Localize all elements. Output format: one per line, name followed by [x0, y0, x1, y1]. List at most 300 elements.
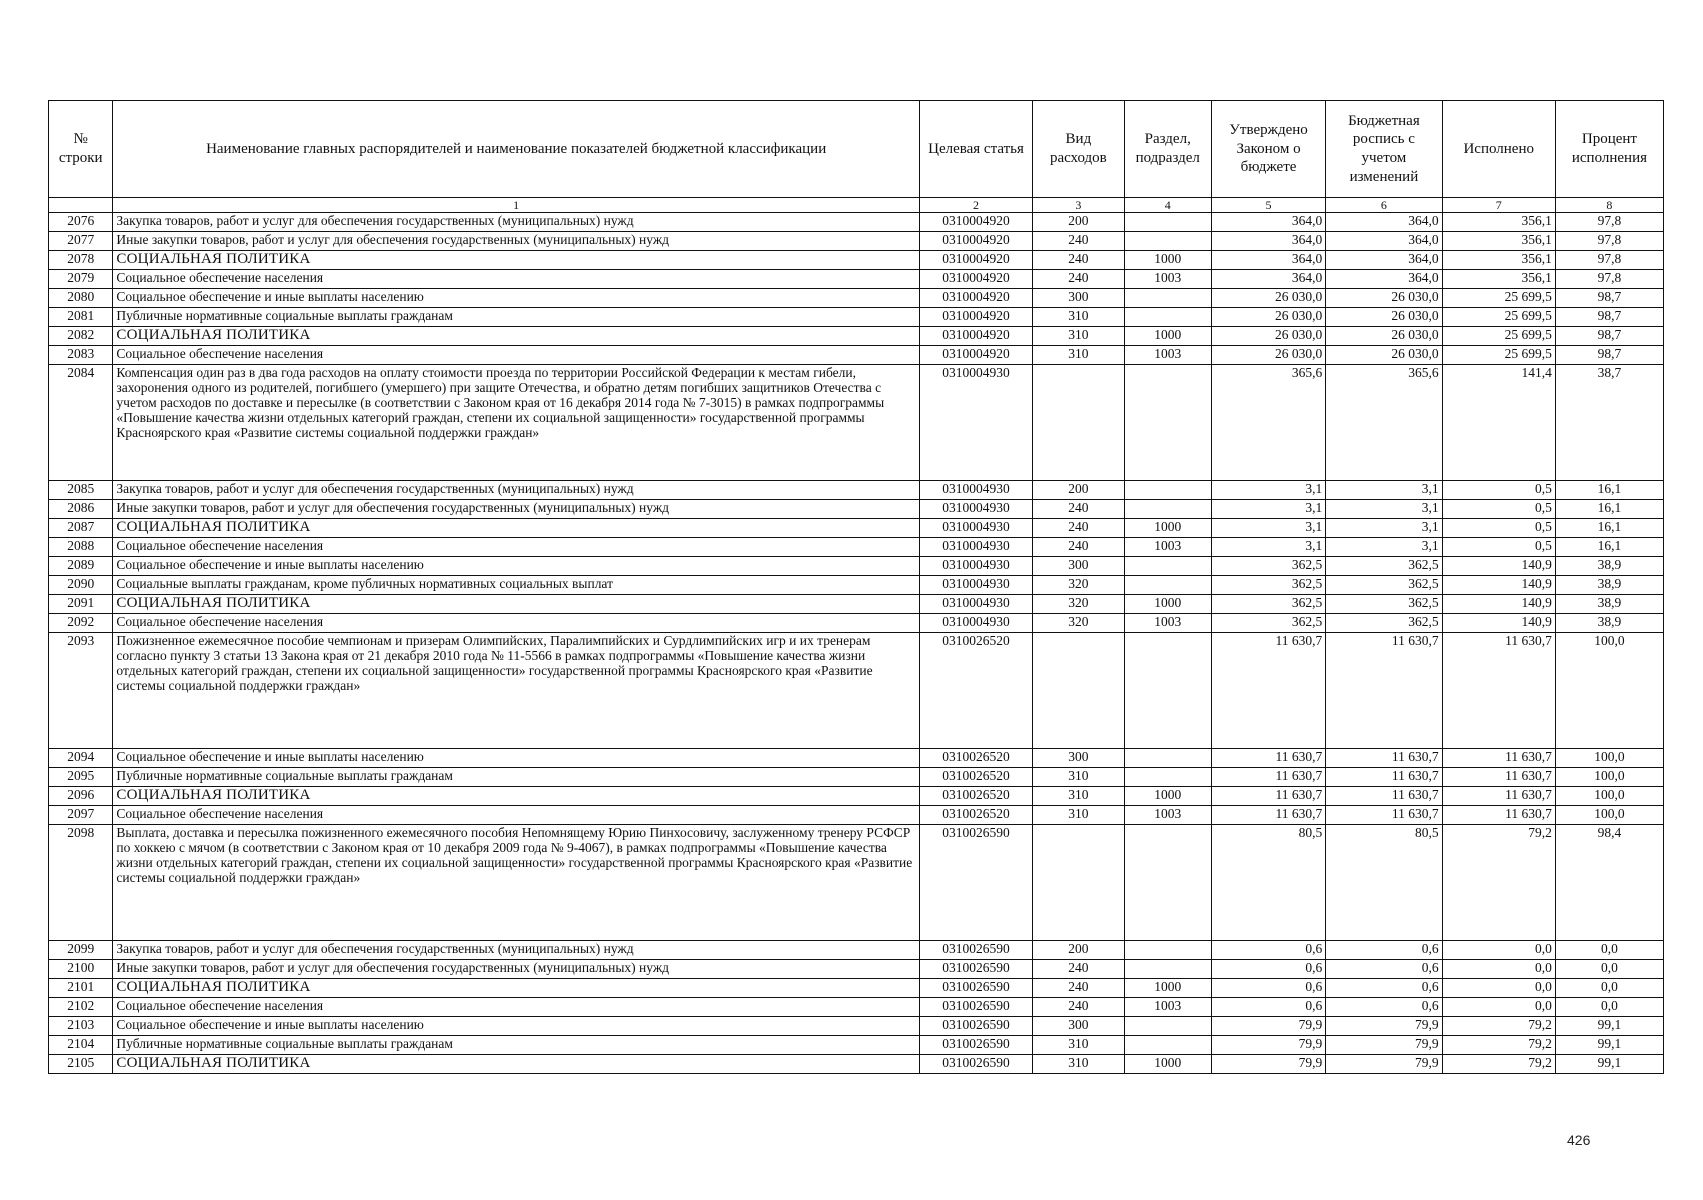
executed-amount: 0,0 [1442, 941, 1555, 960]
row-name: Социальное обеспечение и иные выплаты населению [113, 289, 919, 308]
table-row [49, 270, 1664, 289]
executed-amount: 11 630,7 [1442, 749, 1555, 768]
row-name: Иные закупки товаров, работ и услуг для обеспечения государственных (муниципальных) нужд [113, 960, 919, 979]
budget-schedule-amount: 364,0 [1326, 251, 1442, 270]
executed-amount: 356,1 [1442, 232, 1555, 251]
expense-type: 320 [1033, 595, 1124, 614]
section: 1003 [1124, 806, 1211, 825]
row-name: Социальное обеспечение и иные выплаты населению [113, 749, 919, 768]
executed-amount: 356,1 [1442, 251, 1555, 270]
column-number: 2 [919, 198, 1032, 213]
section: 1003 [1124, 346, 1211, 365]
execution-percent: 99,1 [1555, 1055, 1663, 1074]
executed-amount: 25 699,5 [1442, 327, 1555, 346]
row-number: 2104 [49, 1036, 113, 1055]
execution-percent: 16,1 [1555, 481, 1663, 500]
budget-schedule-amount: 0,6 [1326, 941, 1442, 960]
table-row [49, 806, 1664, 825]
row-number: 2096 [49, 787, 113, 806]
approved-amount: 362,5 [1211, 614, 1325, 633]
executed-amount: 11 630,7 [1442, 633, 1555, 749]
execution-percent: 38,9 [1555, 614, 1663, 633]
table-row [49, 576, 1664, 595]
header-executed: Исполнено [1442, 101, 1555, 198]
execution-percent: 98,7 [1555, 289, 1663, 308]
expense-type: 300 [1033, 289, 1124, 308]
approved-amount: 11 630,7 [1211, 633, 1325, 749]
budget-schedule-amount: 362,5 [1326, 595, 1442, 614]
header-target-article: Целевая статья [919, 101, 1032, 198]
target-article: 0310004930 [919, 557, 1032, 576]
row-number: 2105 [49, 1055, 113, 1074]
execution-percent: 98,7 [1555, 327, 1663, 346]
table-row [49, 941, 1664, 960]
header-name: Наименование главных распорядителей и наименование показателей бюджетной классификации [113, 101, 919, 198]
budget-schedule-amount: 362,5 [1326, 614, 1442, 633]
budget-schedule-amount: 3,1 [1326, 500, 1442, 519]
row-number: 2078 [49, 251, 113, 270]
section [1124, 213, 1211, 232]
expense-type: 240 [1033, 979, 1124, 998]
target-article: 0310004920 [919, 308, 1032, 327]
expense-type: 310 [1033, 806, 1124, 825]
column-number: 3 [1033, 198, 1124, 213]
column-number: 5 [1211, 198, 1325, 213]
row-number: 2080 [49, 289, 113, 308]
execution-percent: 98,7 [1555, 346, 1663, 365]
executed-amount: 140,9 [1442, 576, 1555, 595]
table-row [49, 1036, 1664, 1055]
row-number: 2089 [49, 557, 113, 576]
table-row [49, 365, 1664, 481]
section: 1000 [1124, 1055, 1211, 1074]
row-number: 2085 [49, 481, 113, 500]
budget-schedule-amount: 11 630,7 [1326, 768, 1442, 787]
section: 1003 [1124, 270, 1211, 289]
approved-amount: 26 030,0 [1211, 346, 1325, 365]
approved-amount: 362,5 [1211, 595, 1325, 614]
target-article: 0310004930 [919, 519, 1032, 538]
expense-type: 240 [1033, 519, 1124, 538]
table-row [49, 787, 1664, 806]
expense-type: 300 [1033, 1017, 1124, 1036]
executed-amount: 79,2 [1442, 1036, 1555, 1055]
expense-type: 240 [1033, 500, 1124, 519]
approved-amount: 364,0 [1211, 213, 1325, 232]
target-article: 0310026520 [919, 768, 1032, 787]
executed-amount: 25 699,5 [1442, 308, 1555, 327]
table-row [49, 213, 1664, 232]
section [1124, 481, 1211, 500]
section [1124, 941, 1211, 960]
approved-amount: 11 630,7 [1211, 806, 1325, 825]
section: 1000 [1124, 787, 1211, 806]
budget-schedule-amount: 364,0 [1326, 232, 1442, 251]
row-name: СОЦИАЛЬНАЯ ПОЛИТИКА [113, 787, 919, 806]
row-number: 2087 [49, 519, 113, 538]
target-article: 0310026590 [919, 1036, 1032, 1055]
section [1124, 1017, 1211, 1036]
table-row [49, 825, 1664, 941]
target-article: 0310026520 [919, 787, 1032, 806]
row-number: 2079 [49, 270, 113, 289]
expense-type: 310 [1033, 346, 1124, 365]
target-article: 0310004930 [919, 365, 1032, 481]
budget-schedule-amount: 26 030,0 [1326, 308, 1442, 327]
approved-amount: 3,1 [1211, 538, 1325, 557]
row-number: 2084 [49, 365, 113, 481]
approved-amount: 0,6 [1211, 979, 1325, 998]
table-row [49, 500, 1664, 519]
table-row [49, 1055, 1664, 1074]
table-row [49, 768, 1664, 787]
header-row [49, 101, 1664, 198]
section: 1000 [1124, 251, 1211, 270]
row-name: Социальное обеспечение населения [113, 538, 919, 557]
page-number: 426 [1567, 1132, 1591, 1148]
row-number: 2088 [49, 538, 113, 557]
expense-type: 240 [1033, 232, 1124, 251]
table-row [49, 960, 1664, 979]
executed-amount: 79,2 [1442, 1017, 1555, 1036]
row-name: Иные закупки товаров, работ и услуг для обеспечения государственных (муниципальных) нужд [113, 232, 919, 251]
section [1124, 289, 1211, 308]
approved-amount: 0,6 [1211, 960, 1325, 979]
row-name: Публичные нормативные социальные выплаты гражданам [113, 768, 919, 787]
table-row [49, 481, 1664, 500]
expense-type: 200 [1033, 941, 1124, 960]
approved-amount: 79,9 [1211, 1036, 1325, 1055]
target-article: 0310026520 [919, 806, 1032, 825]
table-row [49, 595, 1664, 614]
budget-schedule-amount: 11 630,7 [1326, 787, 1442, 806]
target-article: 0310004920 [919, 289, 1032, 308]
target-article: 0310004930 [919, 595, 1032, 614]
executed-amount: 0,0 [1442, 998, 1555, 1017]
approved-amount: 362,5 [1211, 576, 1325, 595]
expense-type: 240 [1033, 998, 1124, 1017]
table-row [49, 232, 1664, 251]
target-article: 0310004930 [919, 500, 1032, 519]
executed-amount: 11 630,7 [1442, 787, 1555, 806]
expense-type: 200 [1033, 213, 1124, 232]
approved-amount: 365,6 [1211, 365, 1325, 481]
table-row [49, 308, 1664, 327]
execution-percent: 100,0 [1555, 787, 1663, 806]
table-row [49, 557, 1664, 576]
target-article: 0310026520 [919, 633, 1032, 749]
section: 1000 [1124, 519, 1211, 538]
budget-schedule-amount: 362,5 [1326, 557, 1442, 576]
row-name: Публичные нормативные социальные выплаты гражданам [113, 308, 919, 327]
table-row [49, 998, 1664, 1017]
execution-percent: 98,4 [1555, 825, 1663, 941]
row-number: 2077 [49, 232, 113, 251]
table-row [49, 614, 1664, 633]
expense-type [1033, 825, 1124, 941]
row-name: Публичные нормативные социальные выплаты гражданам [113, 1036, 919, 1055]
section: 1003 [1124, 538, 1211, 557]
section: 1000 [1124, 327, 1211, 346]
approved-amount: 79,9 [1211, 1055, 1325, 1074]
budget-schedule-amount: 26 030,0 [1326, 289, 1442, 308]
row-name: Закупка товаров, работ и услуг для обеспечения государственных (муниципальных) нужд [113, 481, 919, 500]
header-percent: Процент исполнения [1555, 101, 1663, 198]
row-name: Социальное обеспечение населения [113, 614, 919, 633]
execution-percent: 16,1 [1555, 538, 1663, 557]
approved-amount: 3,1 [1211, 481, 1325, 500]
row-number: 2082 [49, 327, 113, 346]
executed-amount: 11 630,7 [1442, 768, 1555, 787]
approved-amount: 3,1 [1211, 519, 1325, 538]
row-name: Иные закупки товаров, работ и услуг для обеспечения государственных (муниципальных) нужд [113, 500, 919, 519]
budget-schedule-amount: 26 030,0 [1326, 346, 1442, 365]
row-name: Социальное обеспечение и иные выплаты населению [113, 557, 919, 576]
execution-percent: 99,1 [1555, 1036, 1663, 1055]
row-number: 2090 [49, 576, 113, 595]
row-name: Социальное обеспечение и иные выплаты населению [113, 1017, 919, 1036]
row-number: 2076 [49, 213, 113, 232]
row-name: Закупка товаров, работ и услуг для обеспечения государственных (муниципальных) нужд [113, 941, 919, 960]
section: 1003 [1124, 998, 1211, 1017]
execution-percent: 97,8 [1555, 251, 1663, 270]
column-number: 6 [1326, 198, 1442, 213]
execution-percent: 0,0 [1555, 960, 1663, 979]
budget-table [48, 100, 1664, 1074]
approved-amount: 11 630,7 [1211, 787, 1325, 806]
budget-schedule-amount: 11 630,7 [1326, 633, 1442, 749]
header-expense-type: Вид расходов [1033, 101, 1124, 198]
row-number: 2086 [49, 500, 113, 519]
target-article: 0310026590 [919, 960, 1032, 979]
header-row-number: № строки [49, 101, 113, 198]
expense-type: 200 [1033, 481, 1124, 500]
row-name: Социальное обеспечение населения [113, 270, 919, 289]
target-article: 0310026590 [919, 998, 1032, 1017]
target-article: 0310004930 [919, 538, 1032, 557]
row-number: 2102 [49, 998, 113, 1017]
target-article: 0310026590 [919, 941, 1032, 960]
row-name: Компенсация один раз в два года расходов на оплату стоимости проезда по территории Российской Федерации к местам гибели, захоронения одного из родителей, погибшего (умершего) при защите Отечества, и обратно детям погибших защитников Отечества с учетом расходов по доставке и пересылке (в соответствии с Законом края от 16 декабря 2014 года № 7-3015) в рамках подпрограммы «Повышение качества жизни отдельных категорий граждан, степени их социальной защищенности» государственной программы Красноярского края «Развитие системы социальной поддержки граждан» [113, 365, 919, 481]
executed-amount: 0,0 [1442, 960, 1555, 979]
approved-amount: 79,9 [1211, 1017, 1325, 1036]
approved-amount: 26 030,0 [1211, 327, 1325, 346]
target-article: 0310004930 [919, 481, 1032, 500]
expense-type: 300 [1033, 557, 1124, 576]
target-article: 0310026520 [919, 749, 1032, 768]
execution-percent: 97,8 [1555, 213, 1663, 232]
budget-schedule-amount: 365,6 [1326, 365, 1442, 481]
column-number: 4 [1124, 198, 1211, 213]
approved-amount: 362,5 [1211, 557, 1325, 576]
target-article: 0310026590 [919, 1055, 1032, 1074]
column-number: 1 [113, 198, 919, 213]
budget-schedule-amount: 26 030,0 [1326, 327, 1442, 346]
row-number: 2095 [49, 768, 113, 787]
budget-schedule-amount: 80,5 [1326, 825, 1442, 941]
budget-schedule-amount: 3,1 [1326, 519, 1442, 538]
execution-percent: 38,7 [1555, 365, 1663, 481]
approved-amount: 11 630,7 [1211, 749, 1325, 768]
section [1124, 1036, 1211, 1055]
approved-amount: 364,0 [1211, 251, 1325, 270]
executed-amount: 141,4 [1442, 365, 1555, 481]
header-budget-schedule: Бюджетная роспись с учетом изменений [1326, 101, 1442, 198]
executed-amount: 0,5 [1442, 519, 1555, 538]
execution-percent: 100,0 [1555, 749, 1663, 768]
table-row [49, 633, 1664, 749]
execution-percent: 0,0 [1555, 941, 1663, 960]
budget-schedule-amount: 0,6 [1326, 960, 1442, 979]
section: 1000 [1124, 595, 1211, 614]
execution-percent: 98,7 [1555, 308, 1663, 327]
budget-schedule-amount: 79,9 [1326, 1036, 1442, 1055]
row-name: СОЦИАЛЬНАЯ ПОЛИТИКА [113, 251, 919, 270]
target-article: 0310004920 [919, 251, 1032, 270]
approved-amount: 11 630,7 [1211, 768, 1325, 787]
expense-type: 310 [1033, 308, 1124, 327]
table-row [49, 979, 1664, 998]
budget-schedule-amount: 11 630,7 [1326, 806, 1442, 825]
target-article: 0310004930 [919, 576, 1032, 595]
row-number: 2081 [49, 308, 113, 327]
expense-type: 310 [1033, 1036, 1124, 1055]
executed-amount: 356,1 [1442, 213, 1555, 232]
approved-amount: 0,6 [1211, 998, 1325, 1017]
expense-type: 300 [1033, 749, 1124, 768]
expense-type: 240 [1033, 538, 1124, 557]
row-name: Социальное обеспечение населения [113, 998, 919, 1017]
section [1124, 365, 1211, 481]
budget-schedule-amount: 364,0 [1326, 270, 1442, 289]
table-body [49, 213, 1664, 1074]
section [1124, 633, 1211, 749]
row-name: Закупка товаров, работ и услуг для обеспечения государственных (муниципальных) нужд [113, 213, 919, 232]
target-article: 0310004920 [919, 213, 1032, 232]
executed-amount: 0,5 [1442, 538, 1555, 557]
target-article: 0310004920 [919, 327, 1032, 346]
row-number: 2083 [49, 346, 113, 365]
row-number: 2091 [49, 595, 113, 614]
column-number: 7 [1442, 198, 1555, 213]
target-article: 0310026590 [919, 979, 1032, 998]
budget-schedule-amount: 79,9 [1326, 1017, 1442, 1036]
executed-amount: 79,2 [1442, 1055, 1555, 1074]
execution-percent: 0,0 [1555, 998, 1663, 1017]
expense-type [1033, 633, 1124, 749]
expense-type: 240 [1033, 251, 1124, 270]
table-row [49, 519, 1664, 538]
row-name: СОЦИАЛЬНАЯ ПОЛИТИКА [113, 327, 919, 346]
section: 1000 [1124, 979, 1211, 998]
row-name: СОЦИАЛЬНАЯ ПОЛИТИКА [113, 979, 919, 998]
approved-amount: 80,5 [1211, 825, 1325, 941]
execution-percent: 38,9 [1555, 595, 1663, 614]
table-row [49, 327, 1664, 346]
table-row [49, 251, 1664, 270]
expense-type: 320 [1033, 576, 1124, 595]
budget-schedule-amount: 3,1 [1326, 538, 1442, 557]
table-row [49, 1017, 1664, 1036]
budget-schedule-amount: 11 630,7 [1326, 749, 1442, 768]
executed-amount: 11 630,7 [1442, 806, 1555, 825]
section [1124, 749, 1211, 768]
executed-amount: 140,9 [1442, 614, 1555, 633]
target-article: 0310026590 [919, 825, 1032, 941]
execution-percent: 16,1 [1555, 500, 1663, 519]
row-name: Социальное обеспечение населения [113, 346, 919, 365]
section [1124, 960, 1211, 979]
approved-amount: 364,0 [1211, 270, 1325, 289]
row-number: 2094 [49, 749, 113, 768]
row-name: СОЦИАЛЬНАЯ ПОЛИТИКА [113, 1055, 919, 1074]
section: 1003 [1124, 614, 1211, 633]
row-name: Социальное обеспечение населения [113, 806, 919, 825]
table-row [49, 289, 1664, 308]
expense-type: 310 [1033, 768, 1124, 787]
expense-type: 310 [1033, 327, 1124, 346]
table-row [49, 538, 1664, 557]
row-number: 2097 [49, 806, 113, 825]
row-number: 2100 [49, 960, 113, 979]
column-number: 8 [1555, 198, 1663, 213]
executed-amount: 25 699,5 [1442, 346, 1555, 365]
executed-amount: 140,9 [1442, 557, 1555, 576]
approved-amount: 26 030,0 [1211, 289, 1325, 308]
expense-type [1033, 365, 1124, 481]
row-number: 2099 [49, 941, 113, 960]
section [1124, 825, 1211, 941]
row-number: 2092 [49, 614, 113, 633]
row-name: СОЦИАЛЬНАЯ ПОЛИТИКА [113, 519, 919, 538]
budget-schedule-amount: 362,5 [1326, 576, 1442, 595]
executed-amount: 79,2 [1442, 825, 1555, 941]
target-article: 0310026590 [919, 1017, 1032, 1036]
target-article: 0310004920 [919, 232, 1032, 251]
row-name: Пожизненное ежемесячное пособие чемпионам и призерам Олимпийских, Паралимпийских и Сурдлимпийских игр и их тренерам согласно пункту 3 статьи 13 Закона края от 21 декабря 2010 года № 11-5566 в рамках подпрограммы «Повышение качества жизни отдельных категорий граждан, степени их социальной защищенности» государственной программы Красноярского края «Развитие системы социальной поддержки граждан» [113, 633, 919, 749]
table-row [49, 346, 1664, 365]
row-number: 2103 [49, 1017, 113, 1036]
execution-percent: 16,1 [1555, 519, 1663, 538]
budget-schedule-amount: 3,1 [1326, 481, 1442, 500]
row-number: 2098 [49, 825, 113, 941]
target-article: 0310004920 [919, 346, 1032, 365]
execution-percent: 0,0 [1555, 979, 1663, 998]
section [1124, 232, 1211, 251]
section [1124, 557, 1211, 576]
header-section: Раздел, подраздел [1124, 101, 1211, 198]
budget-schedule-amount: 79,9 [1326, 1055, 1442, 1074]
table-row [49, 749, 1664, 768]
section [1124, 308, 1211, 327]
column-number-row [49, 198, 1664, 213]
execution-percent: 100,0 [1555, 633, 1663, 749]
expense-type: 240 [1033, 960, 1124, 979]
section [1124, 576, 1211, 595]
executed-amount: 0,5 [1442, 500, 1555, 519]
expense-type: 310 [1033, 787, 1124, 806]
executed-amount: 0,5 [1442, 481, 1555, 500]
executed-amount: 25 699,5 [1442, 289, 1555, 308]
budget-schedule-amount: 0,6 [1326, 979, 1442, 998]
target-article: 0310004920 [919, 270, 1032, 289]
executed-amount: 0,0 [1442, 979, 1555, 998]
executed-amount: 140,9 [1442, 595, 1555, 614]
executed-amount: 356,1 [1442, 270, 1555, 289]
execution-percent: 97,8 [1555, 270, 1663, 289]
header-approved: Утверждено Законом о бюджете [1211, 101, 1325, 198]
budget-schedule-amount: 364,0 [1326, 213, 1442, 232]
